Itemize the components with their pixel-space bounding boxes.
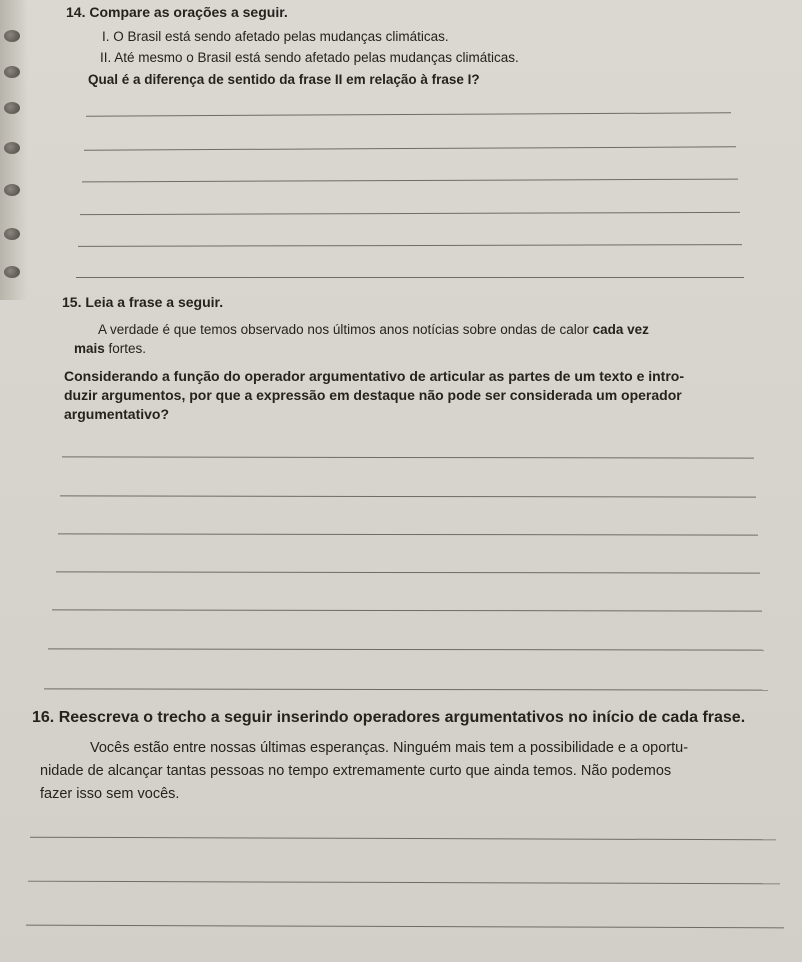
answer-line[interactable] [86, 112, 731, 116]
question-14-prompt: Qual é a diferença de sentido da frase II em relação à frase I? [88, 72, 480, 87]
binding-ring [4, 142, 20, 154]
answer-line[interactable] [60, 495, 756, 497]
answer-line[interactable] [48, 648, 764, 650]
quote-text: fortes. [104, 341, 147, 356]
answer-line[interactable] [76, 277, 744, 278]
answer-line[interactable] [44, 688, 768, 690]
binding-ring [4, 30, 20, 42]
answer-line[interactable] [26, 925, 784, 929]
question-14-item-1: I. O Brasil está sendo afetado pelas mudanças climáticas. [102, 29, 449, 44]
answer-line[interactable] [80, 212, 740, 215]
question-15-quote-line-1 [98, 322, 649, 337]
binding-ring [4, 184, 20, 196]
answer-line[interactable] [56, 571, 760, 573]
answer-line[interactable] [78, 244, 742, 247]
answer-line[interactable] [62, 456, 754, 458]
answer-line[interactable] [58, 533, 758, 535]
question-15-prompt-line-3: argumentativo? [64, 406, 170, 422]
answer-line[interactable] [30, 837, 776, 841]
answer-line[interactable] [82, 179, 738, 183]
answer-line[interactable] [28, 881, 780, 885]
binding-ring [4, 66, 20, 78]
highlighted-expression: mais [74, 341, 105, 356]
quote-text: A verdade é que temos observado nos últimos anos notícias sobre ondas de calor [98, 322, 593, 337]
question-16-text-line-1: Vocês estão entre nossas últimas esperanças. Ninguém mais tem a possibilidade e a oportu- [90, 740, 689, 756]
question-15-title: 15. Leia a frase a seguir. [62, 294, 224, 310]
question-14-title: 14. Compare as orações a seguir. [66, 4, 288, 20]
answer-line[interactable] [52, 609, 762, 611]
binding-ring [4, 228, 20, 240]
question-16-title: 16. Reescreva o trecho a seguir inserindo operadores argumentativos no início de cada frase. [32, 709, 746, 726]
question-14-item-2: II. Até mesmo o Brasil está sendo afetado pelas mudanças climáticas. [100, 50, 519, 65]
spiral-binding [0, 0, 28, 300]
question-15-prompt-line-1: Considerando a função do operador argumentativo de articular as partes de um texto e intro- [64, 368, 685, 384]
highlighted-expression: cada vez [592, 322, 649, 337]
question-16-text-line-3: fazer isso sem vocês. [40, 786, 180, 802]
question-15-quote-line-2 [74, 341, 146, 356]
binding-ring [4, 266, 20, 278]
answer-line[interactable] [84, 146, 736, 150]
binding-ring [4, 102, 20, 114]
question-15-prompt-line-2: duzir argumentos, por que a expressão em destaque não pode ser considerada um operador [64, 387, 682, 403]
question-16-text-line-2: nidade de alcançar tantas pessoas no tempo extremamente curto que ainda temos. Não podemos [40, 763, 672, 779]
